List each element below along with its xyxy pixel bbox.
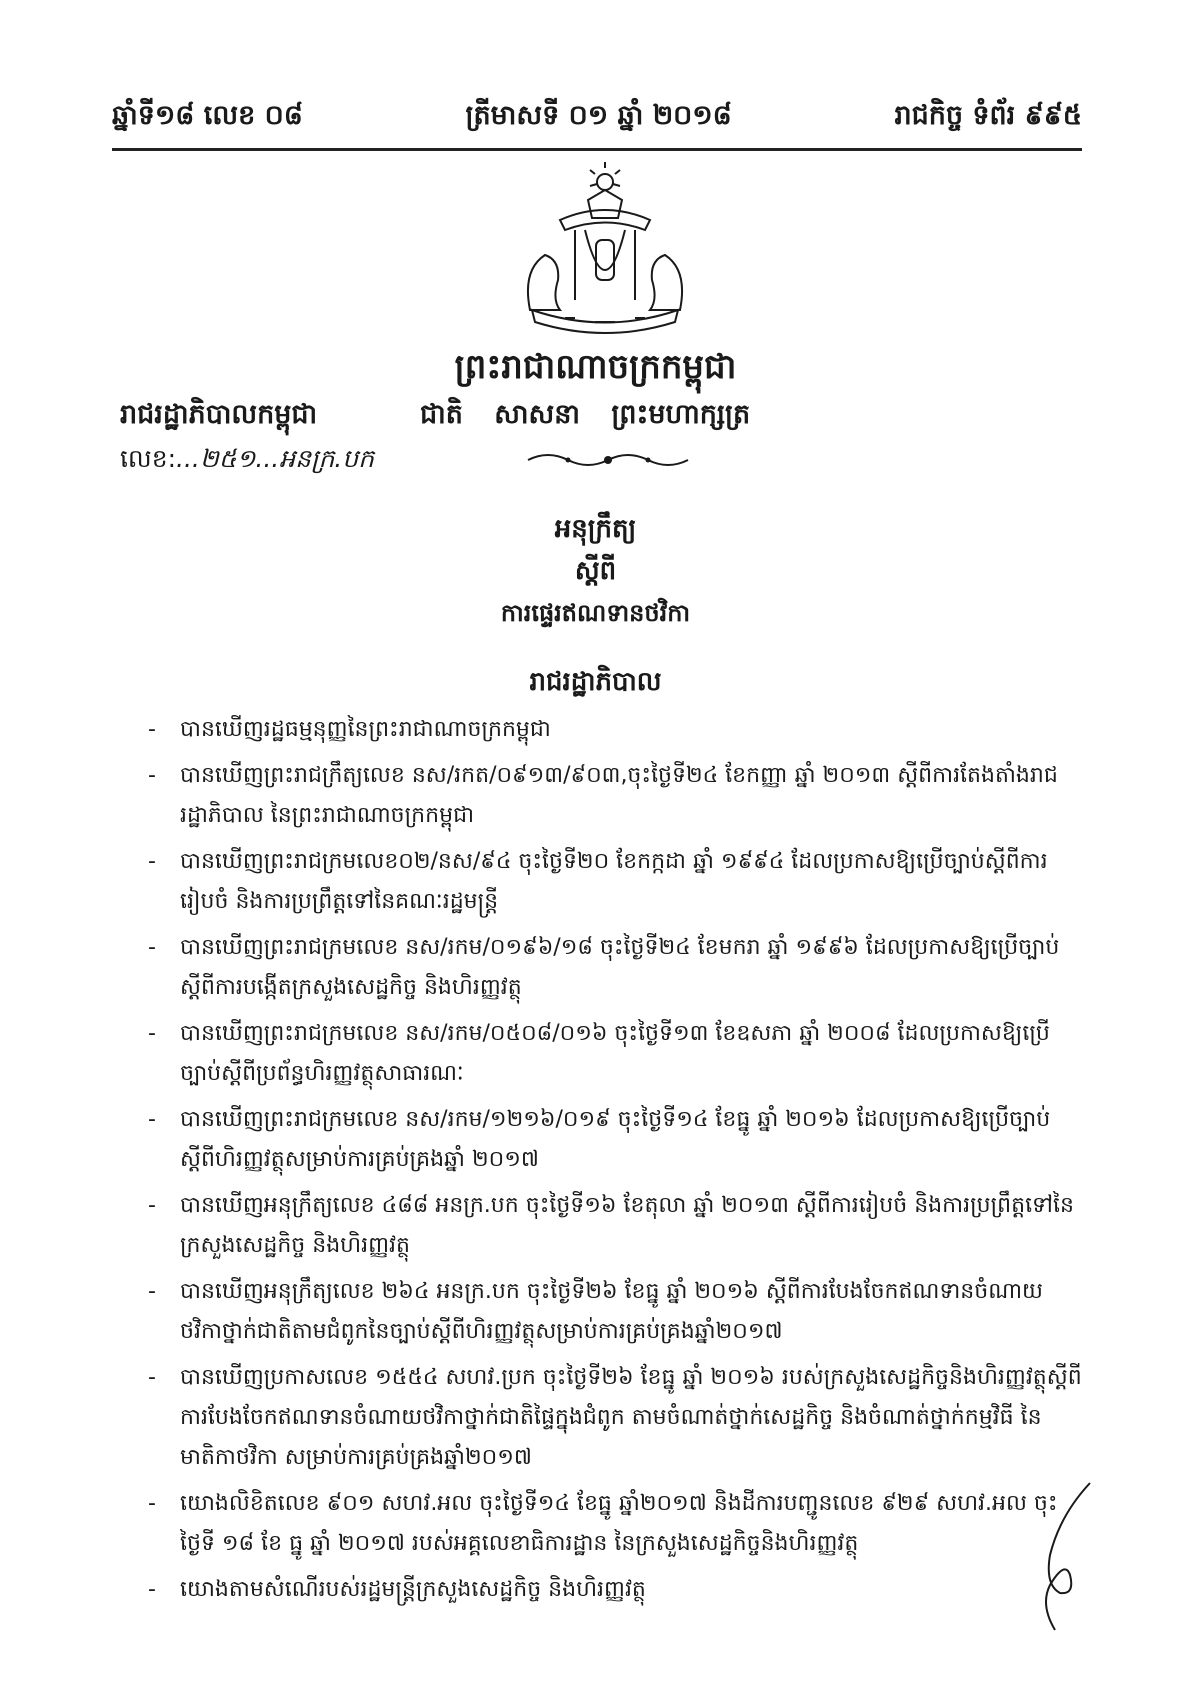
clause-marker: - bbox=[148, 763, 156, 788]
royal-emblem-icon bbox=[500, 160, 710, 340]
clause-marker: - bbox=[148, 1021, 156, 1046]
title-line-1: អនុក្រឹត្យ bbox=[554, 514, 637, 544]
preamble-clause bbox=[148, 1484, 1083, 1564]
preamble-clause bbox=[148, 842, 1083, 922]
clause-text: បានឃើញអនុក្រឹត្យលេខ ២៦៤ អនក្រ.បក ចុះថ្ងៃទី២៦ ខែធ្នូ ឆ្នាំ ២០១៦ ស្តីពីការបែងចែកឥណទានចំណាយថវិកាថ្នាក់ជាតិតាមជំពូកនៃច្បាប់ស្តីពីហិរញ្ញវត្ថុសម្រាប់ការគ្រប់គ្រងឆ្នាំ២០១៧ bbox=[180, 1279, 1044, 1344]
clause-marker: - bbox=[148, 1279, 156, 1304]
reference-number bbox=[120, 444, 374, 480]
header-quarter: ត្រីមាសទី ០១ ឆ្នាំ ២០១៨ bbox=[465, 99, 732, 131]
document-title bbox=[0, 508, 1191, 634]
clause-text: យោងលិខិតលេខ ៩០១ សហវ.អល ចុះថ្ងៃទី១៤ ខែធ្នូ ឆ្នាំ២០១៧ និងដីការបញ្ជូនលេខ ៩២៩ សហវ.អល ចុះថ្ងៃទី ១៨ ខែ ធ្នូ ឆ្នាំ ២០១៧ របស់អគ្គលេខាធិការដ្ឋាន នៃក្រសួងសេដ្ឋកិច្ចនិងហិរញ្ញវត្ថុ bbox=[180, 1491, 1058, 1556]
kingdom-name: ព្រះរាជាណាចក្រកម្ពុជា bbox=[454, 347, 737, 387]
clause-marker: - bbox=[148, 935, 156, 960]
clause-marker: - bbox=[148, 849, 156, 874]
clause-text: បានឃើញរដ្ឋធម្មនុញ្ញនៃព្រះរាជាណាចក្រកម្ពុជា bbox=[180, 717, 551, 742]
title-line-2: ស្តីពី bbox=[574, 556, 617, 586]
preamble-clause bbox=[148, 710, 1083, 750]
preamble-clause bbox=[148, 928, 1083, 1008]
clause-text: បានឃើញព្រះរាជក្រមលេខ នស/រកម/០៥០៨/០១៦ ចុះថ្ងៃទី១៣ ខែឧសភា ឆ្នាំ ២០០៨ ដែលប្រកាសឱ្យប្រើច្បាប់ស្តីពីប្រព័ន្ធហិរញ្ញវត្ថុសាធារណៈ bbox=[180, 1021, 1050, 1086]
preamble-clauses bbox=[148, 710, 1083, 1616]
government-heading: រាជរដ្ឋាភិបាល bbox=[529, 667, 662, 697]
clause-marker: - bbox=[148, 1491, 156, 1516]
clause-marker: - bbox=[148, 717, 156, 742]
clause-text: យោងតាមសំណើរបស់រដ្ឋមន្ត្រីក្រសួងសេដ្ឋកិច្ច និងហិរញ្ញវត្ថុ bbox=[180, 1577, 646, 1602]
preamble-clause bbox=[148, 1014, 1083, 1094]
header-volume: ឆ្នាំទី១៨ លេខ ០៨ bbox=[112, 99, 303, 131]
preamble-clause bbox=[148, 1358, 1083, 1478]
clause-text: បានឃើញព្រះរាជក្រមលេខ០២/នស/៩៤ ចុះថ្ងៃទី២០ ខែកក្កដា ឆ្នាំ ១៩៩៤ ដែលប្រកាសឱ្យប្រើច្បាប់ស្តីពីការរៀបចំ និងការប្រព្រឹត្តទៅនៃគណៈរដ្ឋមន្ត្រី bbox=[180, 849, 1048, 914]
reference-value: ...២៥១...អនក្រ.បក bbox=[176, 444, 374, 473]
preamble-clause bbox=[148, 756, 1083, 836]
clause-text: បានឃើញប្រកាសលេខ ១៥៥៤ សហវ.ប្រក ចុះថ្ងៃទី២៦ ខែធ្នូ ឆ្នាំ ២០១៦ របស់ក្រសួងសេដ្ឋកិច្ចនិងហិរញ្ញវត្ថុស្តីពីការបែងចែកឥណទានចំណាយថវិកាថ្នាក់ជាតិផ្ទៃក្នុងជំពូក តាមចំណាត់ថ្នាក់សេដ្ឋកិច្ច និងចំណាត់ថ្នាក់កម្មវិធី នៃមាតិកាថវិកា សម្រាប់ការគ្រប់គ្រងឆ្នាំ២០១៧ bbox=[180, 1365, 1082, 1470]
reference-prefix: លេខ: bbox=[120, 444, 177, 473]
gazette-header bbox=[112, 92, 1082, 144]
header-rule bbox=[112, 148, 1082, 151]
clause-text: បានឃើញព្រះរាជក្រឹត្យលេខ នស/រកត/០៩១៣/៩០៣,ចុះថ្ងៃទី២៤ ខែកញ្ញា ឆ្នាំ ២០១៣ ស្តីពីការតែងតាំងរាជរដ្ឋាភិបាល នៃព្រះរាជាណាចក្រកម្ពុជា bbox=[180, 763, 1058, 828]
clause-text: បានឃើញព្រះរាជក្រមលេខ នស/រកម/០១៩៦/១៨ ចុះថ្ងៃទី២៤ ខែមករា ឆ្នាំ ១៩៩៦ ដែលប្រកាសឱ្យប្រើច្បាប់ស្តីពីការបង្កើតក្រសួងសេដ្ឋកិច្ច និងហិរញ្ញវត្ថុ bbox=[180, 935, 1060, 1000]
preamble-clause bbox=[148, 1570, 1083, 1610]
preamble-clause bbox=[148, 1186, 1083, 1266]
clause-marker: - bbox=[148, 1365, 156, 1390]
clause-text: បានឃើញអនុក្រឹត្យលេខ ៤៨៨ អនក្រ.បក ចុះថ្ងៃទី១៦ ខែតុលា ឆ្នាំ ២០១៣ ស្តីពីការរៀបចំ និងការប្រព្រឹត្តទៅនៃក្រសួងសេដ្ឋកិច្ច និងហិរញ្ញវត្ថុ bbox=[180, 1193, 1074, 1258]
preamble-clause bbox=[148, 1272, 1083, 1352]
preamble-clause bbox=[148, 1100, 1083, 1180]
clause-marker: - bbox=[148, 1193, 156, 1218]
title-line-3: ការផ្ទេរឥណទានថវិកា bbox=[500, 599, 691, 627]
national-motto: ជាតិ សាសនា ព្រះមហាក្សត្រ bbox=[420, 399, 751, 430]
header-page: រាជកិច្ច ទំព័រ ៩៩៥ bbox=[894, 99, 1082, 131]
clause-text: បានឃើញព្រះរាជក្រមលេខ នស/រកម/១២១៦/០១៩ ចុះថ្ងៃទី១៤ ខែធ្នូ ឆ្នាំ ២០១៦ ដែលប្រកាសឱ្យប្រើច្បាប់ស្តីពីហិរញ្ញវត្ថុសម្រាប់ការគ្រប់គ្រងឆ្នាំ ២០១៧ bbox=[180, 1107, 1051, 1172]
issuer-name: រាជរដ្ឋាភិបាលកម្ពុជា bbox=[120, 399, 318, 430]
clause-marker: - bbox=[148, 1107, 156, 1132]
ornamental-divider-icon bbox=[518, 444, 698, 476]
clause-marker: - bbox=[148, 1577, 156, 1602]
signature-icon bbox=[1020, 1475, 1100, 1635]
